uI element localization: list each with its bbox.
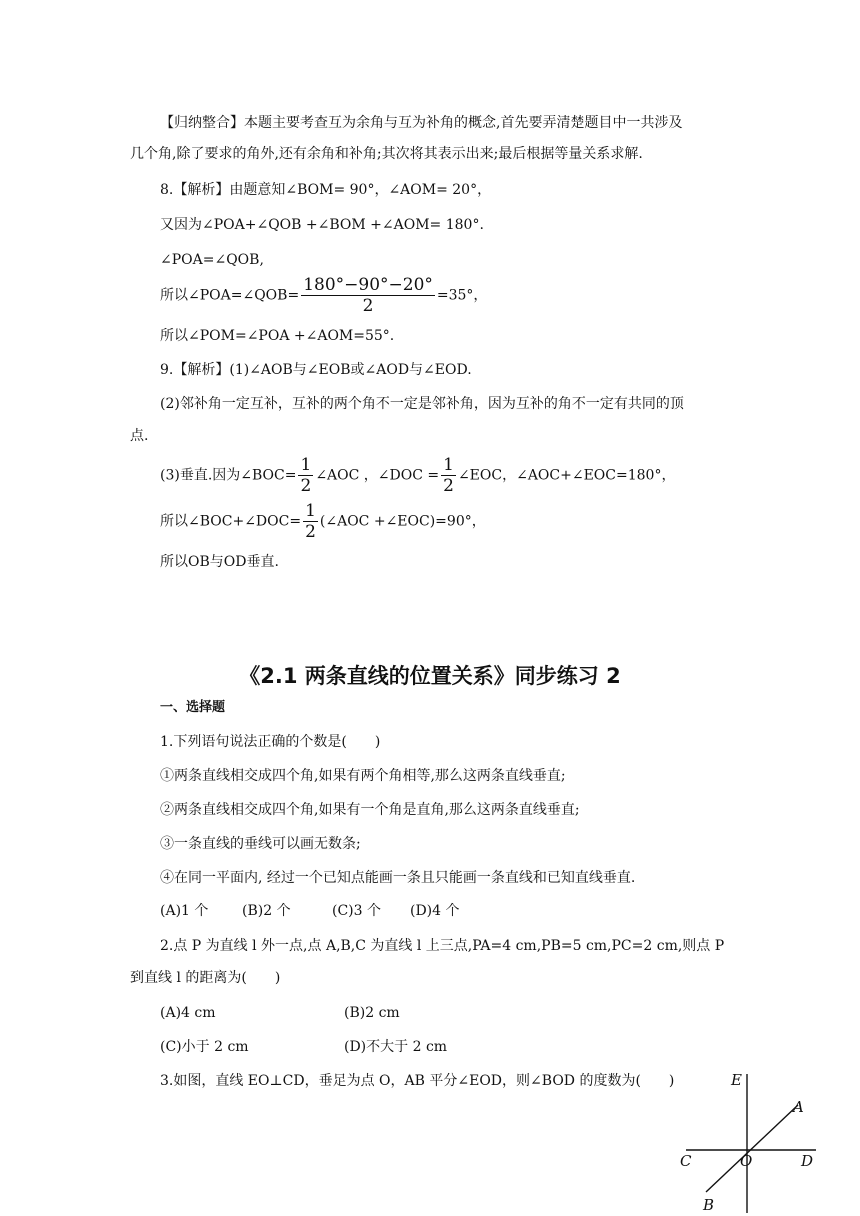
q9-half-denominator-1: 2	[300, 476, 312, 496]
p2-option-a: (A)4 cm	[160, 1005, 216, 1021]
p1-stem: 1.下列语句说法正确的个数是( )	[160, 734, 381, 750]
q9-half-numerator-2: 1	[443, 455, 454, 475]
q9-line-6: 所以OB与OD垂直.	[160, 554, 279, 570]
p2-option-c: (C)小于 2 cm	[160, 1039, 249, 1055]
q8-line-3: ∠POA=∠QOB,	[160, 252, 264, 268]
section-heading: 一、选择题	[160, 700, 226, 715]
q9-half-denominator-2: 2	[443, 476, 454, 496]
p1-options	[160, 901, 460, 921]
p1-statement-2: ②两条直线相交成四个角,如果有一个角是直角,那么这两条直线垂直;	[160, 802, 580, 818]
p1-statement-4: ④在同一平面内, 经过一个已知点能画一条且只能画一条直线和已知直线垂直.	[160, 870, 636, 886]
label-o: O	[740, 1152, 753, 1170]
label-e: E	[731, 1071, 742, 1089]
p1-statement-3: ③一条直线的垂线可以画无数条;	[160, 836, 361, 852]
label-a: A	[793, 1098, 804, 1116]
label-d: D	[801, 1152, 814, 1170]
p1-statement-1: ①两条直线相交成四个角,如果有两个角相等,那么这两条直线垂直;	[160, 768, 566, 784]
line-ab	[706, 1105, 798, 1192]
q8-line-4	[160, 275, 487, 316]
p2-option-d: (D)不大于 2 cm	[344, 1039, 448, 1055]
q8-line-1: 8.【解析】由题意知∠BOM= 90°，∠AOM= 20°，	[160, 182, 492, 198]
exercise-title: 《2.1 两条直线的位置关系》同步练习 2	[239, 664, 621, 688]
q9-half-numerator-3: 1	[305, 501, 316, 521]
q8-line-4-suffix: =35°，	[436, 287, 488, 304]
q9-half-fraction-1	[298, 455, 313, 496]
q8-line-4-prefix: 所以∠POA=∠QOB=	[160, 287, 300, 304]
q9-line-4	[160, 455, 675, 496]
q9-half-fraction-2	[441, 455, 456, 496]
summary-line-2: 几个角,除了要求的角外,还有余角和补角;其次将其表示出来;最后根据等量关系求解.	[130, 146, 643, 162]
q8-line-2: 又因为∠POA+∠QOB +∠BOM +∠AOM= 180°.	[160, 217, 484, 233]
q8-fraction-numerator: 180°−90°−20°	[303, 275, 433, 295]
q9-line-1: 9.【解析】(1)∠AOB与∠EOB或∠AOD与∠EOD.	[160, 362, 472, 378]
q9-half-fraction-3	[303, 501, 318, 542]
label-b: B	[703, 1196, 715, 1214]
q9-half-denominator-3: 2	[305, 522, 316, 542]
p3-stem: 3.如图，直线 EO⊥CD，垂足为点 O，AB 平分∠EOD，则∠BOD 的度数为( )	[160, 1073, 675, 1089]
p1-option-c: (C)3 个	[332, 903, 381, 919]
q9-line-5-part-b: (∠AOC +∠EOC)=90°，	[319, 513, 486, 530]
q8-fraction-denominator: 2	[362, 296, 374, 316]
q9-line-3: 点.	[130, 428, 149, 444]
q9-line-4-part-b: ∠AOC ，∠DOC =	[315, 467, 440, 484]
q9-line-4-part-c: ∠EOC，∠AOC+∠EOC=180°，	[457, 467, 676, 484]
p2-option-b: (B)2 cm	[344, 1005, 400, 1021]
p2-stem-line-2: 到直线 l 的距离为( )	[130, 970, 281, 986]
q9-line-2: (2)邻补角一定互补，互补的两个角不一定是邻补角，因为互补的角不一定有共同的顶	[160, 396, 684, 412]
q9-line-5-part-a: 所以∠BOC+∠DOC=	[160, 513, 302, 530]
p2-stem-line-1: 2.点 P 为直线 l 外一点,点 A,B,C 为直线 l 上三点,PA=4 cm,PB=5 cm,PC=2 cm,则点 P	[160, 938, 725, 954]
q9-line-5	[160, 501, 486, 542]
q8-line-5: 所以∠POM=∠POA +∠AOM=55°.	[160, 328, 395, 344]
q9-line-4-part-a: (3)垂直.因为∠BOC=	[160, 467, 297, 484]
q8-fraction	[301, 275, 435, 316]
p1-option-b: (B)2 个	[242, 903, 291, 919]
p1-option-a: (A)1 个	[160, 903, 209, 919]
q9-half-numerator-1: 1	[300, 455, 312, 475]
label-c: C	[680, 1152, 692, 1170]
summary-line-1: 【归纳整合】本题主要考查互为余角与互为补角的概念,首先要弄清楚题目中一共涉及	[160, 115, 683, 131]
p1-option-d: (D)4 个	[410, 903, 460, 919]
p3-figure	[660, 1060, 840, 1216]
